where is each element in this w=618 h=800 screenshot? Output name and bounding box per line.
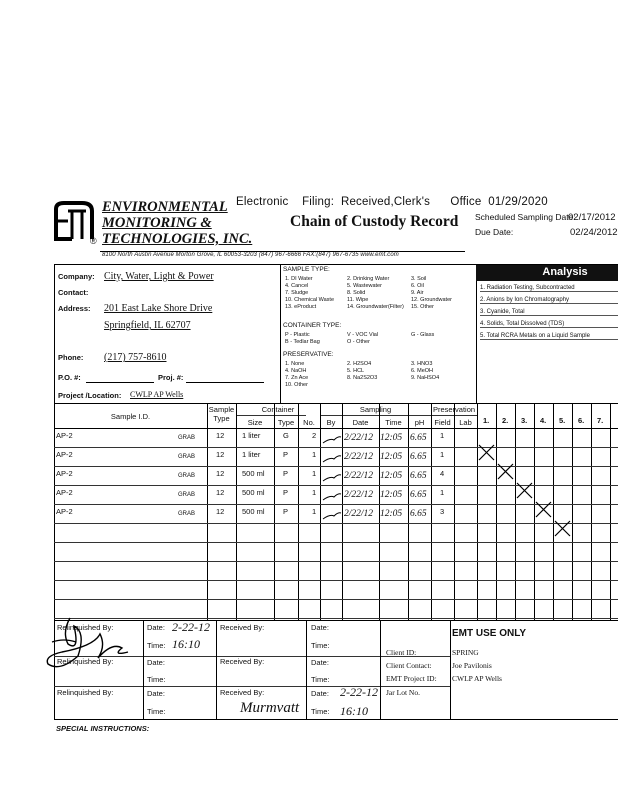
sampling-time: 12:05 [380,509,403,519]
time-label-3: Time: [147,707,166,716]
time-label-2: Time: [147,675,166,684]
custody-divider [306,620,307,720]
proj-label: Proj. #: [158,373,184,382]
project-location-value: CWLP AP Wells [130,390,184,399]
table-column-line [320,403,321,620]
received-by-signature-3: Murmvatt [240,700,300,716]
sampling-ph: 6.65 [410,433,427,443]
preservation-field: 3 [440,507,445,516]
emt-project-id-label: EMT Project ID: [386,674,437,683]
sample-id: AP-2 [56,450,73,459]
analysis-column-number: 3. [521,416,528,425]
analysis-column-number: 2. [502,416,509,425]
analysis-check-x-icon [535,501,552,518]
custody-divider [450,620,451,720]
container-type-heading: CONTAINER TYPE: [283,322,342,329]
sample-id: AP-2 [56,507,73,516]
preservative-heading: PRESERVATIVE: [283,351,334,358]
th-date: Date [352,418,369,427]
company-name-line-3: TECHNOLOGIES, INC. [102,231,253,247]
po-label: P.O. #: [58,373,81,382]
sampling-date: 2/22/12 [344,471,374,481]
table-column-line [496,403,497,620]
table-row-rule [54,542,618,543]
client-address-line-2: Springfield, IL 62707 [104,320,191,331]
sample-grab: GRAB [178,435,196,441]
th-sample-id: Sample I.D. [110,412,151,421]
proj-field [186,382,264,383]
container-size: 500 ml [242,469,265,478]
analysis-item: 1. Radiation Testing, Subcontracted [480,285,618,292]
company-name-line-2: MONITORING & [102,215,212,231]
table-row-rule [54,447,618,448]
table-column-line [572,403,573,620]
sample-id: AP-2 [56,469,73,478]
table-row-rule [54,599,618,600]
date-label-1: Date: [147,623,165,632]
time-label-r2: Time: [311,675,330,684]
company-label: Company: [58,272,95,281]
time-label-r1: Time: [311,641,330,650]
table-column-line [207,403,208,620]
received-date-3: 2-22-12 [340,685,378,699]
preservative-col-2: 2. H2SO4 5. HCL 8. Na2S2O3 [347,361,378,381]
analysis-column-number: 7. [597,416,604,425]
sample-id: AP-2 [56,431,73,440]
th-container: Container [261,405,295,414]
container-subrule [236,415,306,416]
sample-type: 12 [216,488,225,497]
custody-divider [380,620,381,720]
electronic-filing-stamp: Electronic Filing: Received,Clerk's Office 01/29/2020 [236,196,548,208]
th-time: Time [385,418,402,427]
received-time-3: 16:10 [340,704,368,718]
sampling-subrule [320,415,431,416]
client-phone-value: (217) 757-8610 [104,352,167,363]
sampler-initial-icon [322,491,342,503]
container-size: 1 liter [242,431,261,440]
sample-id: AP-2 [56,488,73,497]
analysis-check-x-icon [516,482,533,499]
preservation-field: 4 [440,469,445,478]
client-id-label: Client ID: [386,648,417,657]
sampler-initial-icon [322,453,342,465]
company-name-line-1: ENVIRONMENTAL [102,199,228,215]
emt-project-id-value: CWLP AP Wells [452,674,502,683]
special-instructions-label: SPECIAL INSTRUCTIONS: [56,724,150,733]
date-label-r3: Date: [311,689,329,698]
analysis-item: 3. Cyanide, Total [480,309,618,316]
container-size: 1 liter [242,450,261,459]
scheduled-sampling-date: 02/17/2012 [568,212,616,223]
sampling-date: 2/22/12 [344,509,374,519]
custody-divider [216,620,217,720]
container-count: 1 [312,450,317,459]
table-column-line [454,403,455,620]
table-column-line [342,403,343,620]
client-contact-label: Client Contact: [386,661,432,670]
analysis-check-x-icon [478,444,495,461]
received-by-label-1: Received By: [220,623,265,632]
sample-type: 12 [216,469,225,478]
preservation-field: 1 [440,431,445,440]
relinquished-date-1: 2-22-12 [172,620,210,634]
th-sampling: Sampling [359,405,392,414]
preservative-col-1: 1. None 4. NaOH 7. Zn Ace 10. Other [285,361,309,388]
container-count: 2 [312,431,317,440]
analysis-column-number: 6. [578,416,585,425]
th-type: Type [277,418,295,427]
container-count: 1 [312,507,317,516]
container-type-col-1: P - Plastic B - Tedlar Bag [285,332,320,345]
table-row-rule [54,561,618,562]
analysis-item: 2. Anions by Ion Chromatography [480,297,618,304]
po-field [86,382,154,383]
project-location-label: Project /Location: [58,391,122,400]
divider [280,264,281,403]
table-column-line [477,403,478,620]
address-label: Address: [58,304,91,313]
table-column-line [408,403,409,620]
table-row-rule [54,504,618,505]
th-lab: Lab [459,418,472,427]
sample-grab: GRAB [178,454,196,460]
time-label-1: Time: [147,641,166,650]
due-date-label: Due Date: [475,227,514,237]
table-column-line [591,403,592,620]
scheduled-sampling-label: Scheduled Sampling Date: [475,212,576,222]
received-by-label-2: Received By: [220,657,265,666]
th-by: By [326,418,336,427]
container-size: 500 ml [242,488,265,497]
container-type: P [283,450,289,459]
container-count: 1 [312,488,317,497]
th-preservation: Preservation [432,405,476,414]
sample-type-col-1: 1. DI Water 4. Cancel 7. Sludge 10. Chemical Waste 13. eProduct [285,276,335,310]
table-row-rule [54,523,618,524]
emt-use-only-heading: EMT USE ONLY [452,628,527,639]
form-title: Chain of Custody Record [290,213,459,230]
container-type: P [283,488,289,497]
sampler-initial-icon [322,510,342,522]
time-label-r3: Time: [311,707,330,716]
relinquished-by-label-2: Relinquished By: [57,657,114,666]
sampling-time: 12:05 [380,471,403,481]
relinquished-by-label-3: Relinquished By: [57,688,114,697]
th-ph: pH [414,418,425,427]
client-contact-value: Joe Pavilonis [452,661,492,670]
preservation-field: 1 [440,488,445,497]
table-column-line [610,403,611,620]
header-rule [100,251,465,252]
date-label-2: Date: [147,658,165,667]
date-label-r2: Date: [311,658,329,667]
container-count: 1 [312,469,317,478]
relinquished-signature-icon [40,612,130,678]
custody-rule-3 [54,686,450,687]
sample-type-col-3: 3. Soil 6. Oil 9. Air 12. Groundwater 15. Other [411,276,452,310]
table-column-line [298,403,299,620]
divider [476,264,477,403]
analysis-item: 5. Total RCRA Metals on a Liquid Sample [480,333,618,340]
sample-grab: GRAB [178,473,196,479]
sampler-initial-icon [322,434,342,446]
sample-grab: GRAB [178,492,196,498]
sample-type-heading: SAMPLE TYPE: [283,266,330,273]
due-date-value: 02/24/2012 [570,227,618,238]
sampling-ph: 6.65 [410,509,427,519]
container-type-col-3: G - Glass [411,332,435,338]
phone-label: Phone: [58,353,84,362]
analysis-column-number: 4. [540,416,547,425]
sample-type: 12 [216,450,225,459]
sampling-ph: 6.65 [410,490,427,500]
th-size: Size [247,418,263,427]
table-column-line [515,403,516,620]
preservation-field: 1 [440,450,445,459]
relinquished-by-label-1: Relinquished By: [57,623,114,632]
contact-label: Contact: [58,288,89,297]
analysis-item: 4. Solids, Total Dissolved (TDS) [480,321,618,328]
analysis-check-x-icon [554,520,571,537]
relinquished-time-1: 16:10 [172,637,200,651]
table-row-rule [54,618,618,619]
sample-type: 12 [216,507,225,516]
client-id-value: SPRING [452,648,479,657]
date-label-3: Date: [147,689,165,698]
sampling-date: 2/22/12 [344,452,374,462]
table-column-line [431,403,432,620]
registered-mark: ® [90,236,97,246]
th-sample-type: Sample Type [208,405,235,423]
container-type: G [283,431,289,440]
sampling-ph: 6.65 [410,471,427,481]
client-address-line-1: 201 East Lake Shore Drive [104,303,213,314]
sample-type-col-2: 2. Drinking Water 5. Wastewater 8. Solid 11. Wipe 14. Groundwater(Filter) [347,276,404,310]
received-by-label-3: Received By: [220,688,265,697]
client-company-value: City, Water, Light & Power [104,271,214,282]
date-label-r1: Date: [311,623,329,632]
analysis-heading: Analysis [476,265,618,281]
table-column-line [553,403,554,620]
sampling-time: 12:05 [380,452,403,462]
table-row-rule [54,580,618,581]
sample-grab: GRAB [178,511,196,517]
sample-type: 12 [216,431,225,440]
sampler-initial-icon [322,472,342,484]
container-size: 500 ml [242,507,265,516]
company-address: 8100 North Austin Avenue Morton Grove, IL 60053-3203 (847) 967-6666 FAX:(847) 967-6735 www.emt.com [102,252,399,258]
custody-top-rule [54,620,618,621]
table-row-rule [54,485,618,486]
sampling-time: 12:05 [380,490,403,500]
jar-lot-label: Jar Lot No. [386,688,420,697]
custody-divider [143,620,144,720]
analysis-column-number: 1. [483,416,490,425]
container-type: P [283,469,289,478]
analysis-check-x-icon [497,463,514,480]
table-column-line [274,403,275,620]
container-type: P [283,507,289,516]
sampling-time: 12:05 [380,433,403,443]
sampling-date: 2/22/12 [344,490,374,500]
container-type-col-2: V - VOC Vial O - Other [347,332,379,345]
th-no: No. [303,418,315,427]
table-column-line [236,403,237,620]
table-row-rule [54,466,618,467]
preservative-col-3: 3. HNO3 6. MeOH 9. NaHSO4 [411,361,440,381]
th-field: Field [434,418,451,427]
sampling-date: 2/22/12 [344,433,374,443]
analysis-column-number: 5. [559,416,566,425]
sampling-ph: 6.65 [410,452,427,462]
